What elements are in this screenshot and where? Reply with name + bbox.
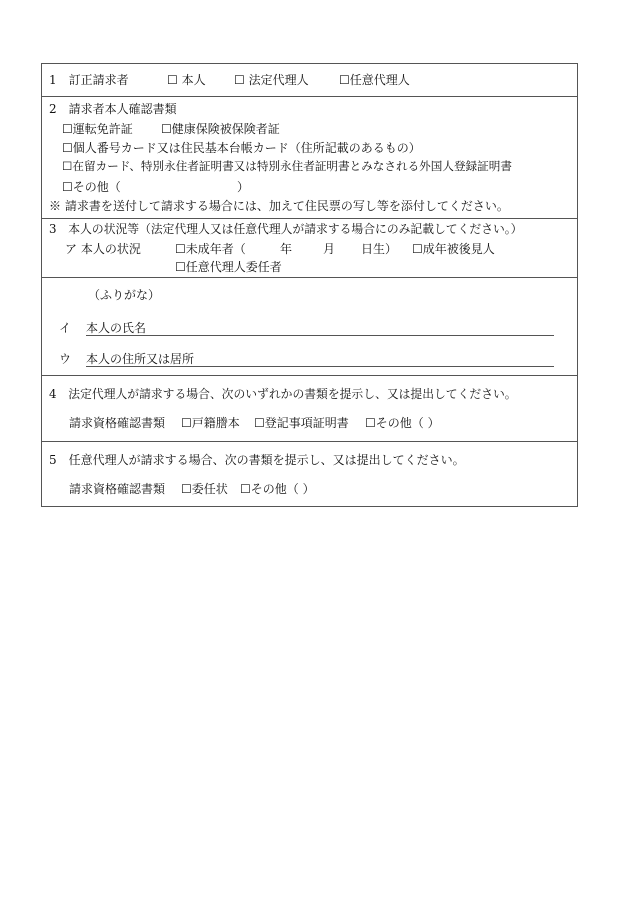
mailing-note: ※ 請求書を送付して請求する場合には、加えて住民票の写し等を添付してください。 xyxy=(49,199,509,213)
checkbox-drivers-license[interactable]: ☐運転免許証 xyxy=(62,122,133,136)
checkbox-mynumber-card[interactable]: ☐個人番号カード又は住民基本台帳カード（住所記載のあるもの） xyxy=(62,141,421,155)
checkbox-self[interactable]: ☐ 本人 xyxy=(167,73,206,87)
person-status-title: 3 本人の状況等（法定代理人又は任意代理人が請求する場合にのみ記載してください。） xyxy=(49,222,523,236)
checkbox-adult-ward[interactable]: ☐成年被後見人 xyxy=(412,242,495,256)
checkbox-other-document[interactable]: ☐その他（ xyxy=(62,180,121,194)
voluntary-docs-label: 請求資格確認書類 xyxy=(69,482,166,496)
requester-label: 1 訂正請求者 xyxy=(49,73,129,87)
section-requester xyxy=(42,64,577,96)
checkbox-power-of-attorney[interactable]: ☐委任状 xyxy=(181,482,228,496)
legal-agent-title: 4 法定代理人が請求する場合、次のいずれかの書類を提示し、又は提出してください。 xyxy=(49,387,517,401)
person-address-field[interactable] xyxy=(86,366,554,367)
checkbox-legal-agent[interactable]: ☐ 法定代理人 xyxy=(234,73,309,87)
section-identity-documents xyxy=(42,96,577,218)
section-voluntary-agent-docs xyxy=(42,441,577,506)
person-name-field[interactable] xyxy=(86,335,554,336)
person-name-label: 本人の氏名 xyxy=(86,321,147,335)
voluntary-agent-title: 5 任意代理人が請求する場合、次の書類を提示し、又は提出してください。 xyxy=(49,453,465,467)
address-prefix: ウ xyxy=(59,352,72,366)
section-person-status xyxy=(42,218,577,277)
legal-docs-label: 請求資格確認書類 xyxy=(69,416,166,430)
checkbox-voluntary-other[interactable]: ☐その他（ ） xyxy=(240,482,315,496)
checkbox-registry-certificate[interactable]: ☐登記事項証明書 xyxy=(254,416,349,430)
checkbox-health-insurance[interactable]: ☐健康保険被保険者証 xyxy=(161,122,280,136)
checkbox-legal-other[interactable]: ☐その他（ ） xyxy=(365,416,440,430)
birth-day-label: 日生） xyxy=(361,242,398,256)
checkbox-entrusting-person[interactable]: ☐任意代理人委任者 xyxy=(175,260,282,274)
furigana-label: （ふりがな） xyxy=(88,288,161,302)
name-prefix: イ xyxy=(59,321,72,335)
checkbox-voluntary-agent[interactable]: ☐任意代理人 xyxy=(339,73,410,87)
birth-year-label: 年 xyxy=(280,242,293,256)
person-address-label: 本人の住所又は居所 xyxy=(86,352,195,366)
section-legal-agent-docs xyxy=(42,375,577,441)
birth-month-label: 月 xyxy=(323,242,336,256)
section-person-info xyxy=(42,277,577,375)
correction-request-form xyxy=(41,63,578,507)
other-document-close: ） xyxy=(237,180,250,194)
checkbox-residence-card[interactable]: ☐在留カード、特別永住者証明書又は特別永住者証明書とみなされる外国人登録証明書 xyxy=(62,159,512,173)
identity-docs-title: 2 請求者本人確認書類 xyxy=(49,102,177,116)
checkbox-minor[interactable]: ☐未成年者（ xyxy=(175,242,246,256)
status-label: ア 本人の状況 xyxy=(65,242,141,256)
checkbox-family-register[interactable]: ☐戸籍謄本 xyxy=(181,416,240,430)
